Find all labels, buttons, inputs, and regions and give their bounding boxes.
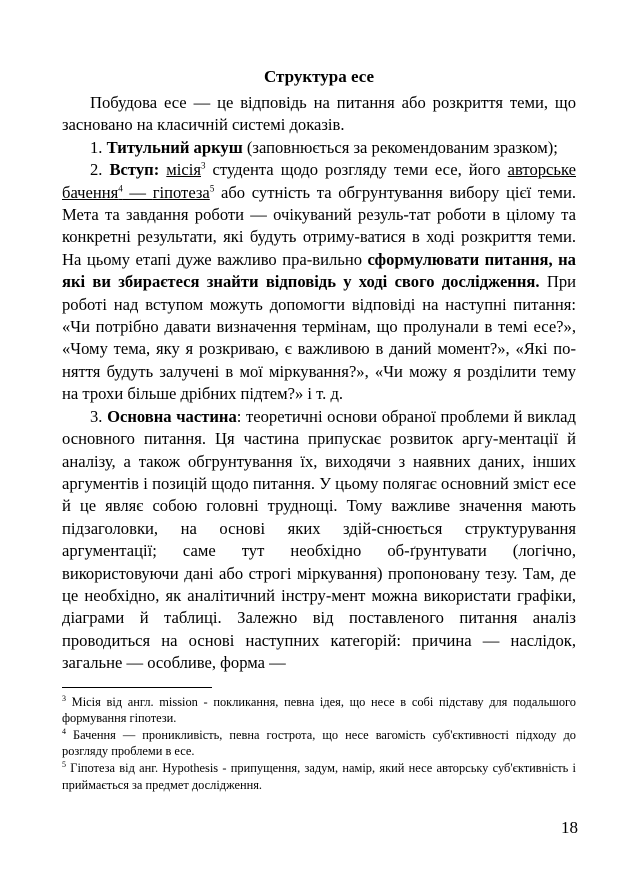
item-heading: Основна частина	[107, 406, 237, 426]
footnote-ref: 4	[118, 183, 123, 194]
item-title-page	[62, 137, 576, 159]
footnote-divider	[62, 687, 212, 688]
item-heading: Титульний аркуш	[106, 137, 243, 157]
footnote-number: 4	[62, 726, 66, 736]
page-number: 18	[561, 818, 578, 837]
item-introduction	[62, 159, 576, 405]
footnote-ref: 5	[209, 183, 215, 194]
footnote-number: 5	[62, 759, 66, 769]
item-text: : теоретичні основи обраної проблеми й виклад основного питання. Ця частина припускає розвиток аргу-ментації й аналізу, а також обгрунтування їх, виходячи з наявних даних, інших аргументів і позицій щодо питання. У цьому полягає основний зміст есе й це являє собою головні труднощі. Тому важливе значення мають підзаголовки, на основі яких здій-снюється структурування аргументації; саме тут необхідно об-ґрунтувати (логічно, використовуючи дані або строгі міркування) пропоновану тезу. Там, де це необхідно, як аналітичний інстру-мент можна використати графіки, діаграми й таблиці. Залежно від поставленого питання аналіз проводиться на основі наступних категорій: причина — наслідок, загальне — особливе, форма —	[62, 406, 576, 673]
term-vision-text: авторське бачення	[62, 160, 576, 202]
section-title: Структура есе	[263, 67, 375, 86]
page-content	[62, 65, 576, 793]
footnote-item	[62, 727, 576, 760]
item-main-part	[62, 406, 576, 675]
item-number: 1.	[90, 137, 103, 157]
footnote-text: Бачення — проникливість, певна гострота, що несе вагомість суб'єктивності підходу до розгляду проблеми в есе.	[62, 727, 576, 759]
item-text: або сутність та обгрунтування вибору цієї теми. Мета та завдання роботи — очікуваний резуль-тат роботи в цілому та конкретні результати, які будуть отриму-ватися в ході розкриття теми. На цьому етапі дуже важливо пра-вильно	[62, 182, 576, 269]
footnote-ref: 3	[201, 160, 206, 171]
footnote-item	[62, 694, 576, 727]
footnote-text: Місія від англ. mission - покликання, певна ідея, що несе в собі підставу для подальшого формування гіпотези.	[62, 694, 576, 726]
item-number: 2.	[90, 160, 103, 180]
footnotes	[62, 694, 576, 794]
footnote-item	[62, 760, 576, 793]
item-text: При роботі над вступом можуть допомогти відповіді на наступні питання: «Чи потрібно давати визначення термінам, що пролунали в темі есе?», «Чому тема, яку я розкриваю, є важливою в даний момент?», «Які по-няття будуть залучені в мої міркування?», «Чи можу я розділити тему на трохи більше дрібних підтем?» і т. д.	[62, 272, 576, 404]
item-heading: Вступ:	[109, 160, 160, 180]
footnote-text: Гіпотеза від анг. Hypothesis - припущення, задум, намір, який несе авторську суб'єктивність і приймається за предмет дослідження.	[62, 760, 576, 792]
item-text: (заповнюється за рекомендованим зразком);	[242, 137, 558, 157]
footnote-number: 3	[62, 693, 66, 703]
dash: —	[122, 182, 153, 202]
item-text: студента щодо розгляду теми есе, його	[205, 160, 508, 180]
term-mission: місія	[166, 160, 201, 180]
item-number: 3.	[90, 406, 103, 426]
bold-emphasis: сформулювати питання, на які ви збираєтеся знайти відповідь у ході свого дослідження.	[62, 249, 576, 292]
term-hypothesis: гіпотеза	[152, 182, 210, 202]
intro-paragraph: Побудова есе — це відповідь на питання або розкриття теми, що засновано на класичній системі доказів.	[62, 93, 576, 135]
